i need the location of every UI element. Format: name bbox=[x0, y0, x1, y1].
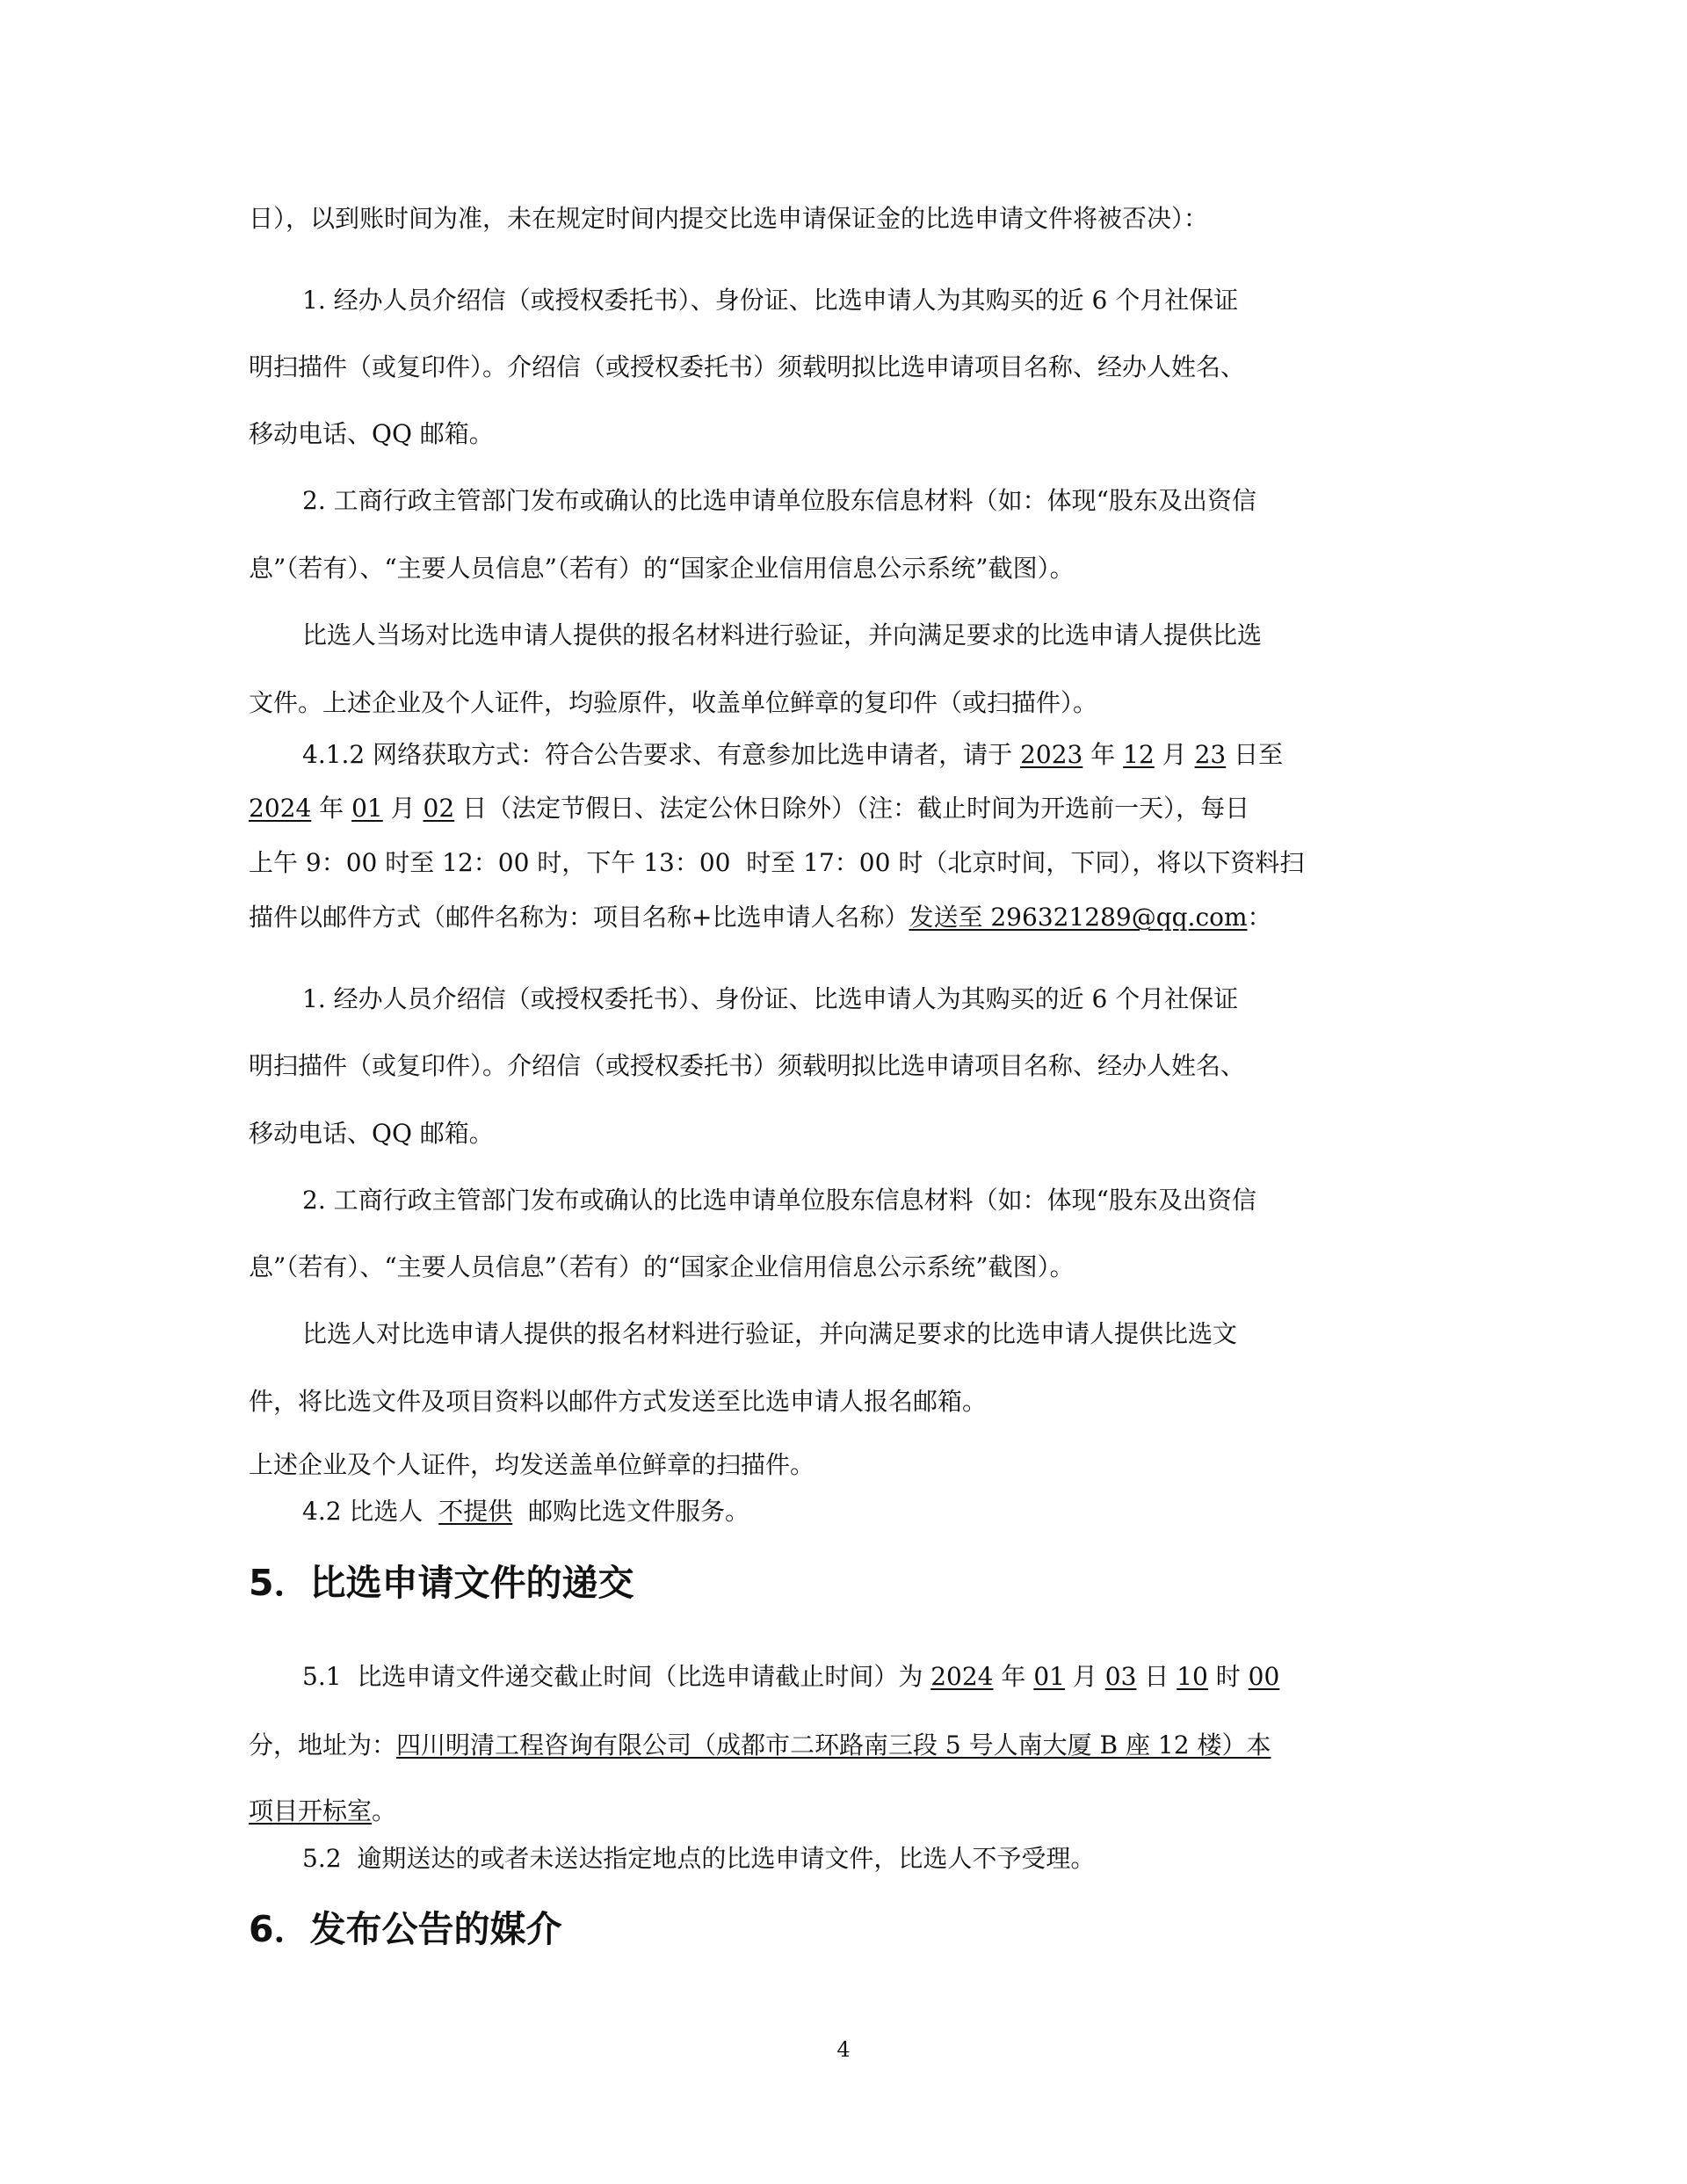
text-span: 日（法定节假日、法定公休日除外）（注：截止时间为开选前一天），每日 bbox=[454, 794, 1250, 823]
text-span: 时 bbox=[1207, 1662, 1249, 1691]
text-line: 文件。上述企业及个人证件，均验原件，收盖单位鲜章的复印件（或扫描件）。 bbox=[249, 688, 1098, 717]
text-span: 4.1.2 网络获取方式：符合公告要求、有意参加比选申请者，请于 bbox=[302, 740, 1021, 769]
address: 四川明清工程咨询有限公司（成都市二环路南三段 5 号人南大厦 B 座 12 楼）本 bbox=[396, 1731, 1271, 1760]
text-line: 上午 9：00 时至 12：00 时，下午 13：00 时至 17：00 时（北京时间，下同），将以下资料扫 bbox=[249, 848, 1305, 877]
deadline-day: 03 bbox=[1104, 1662, 1137, 1691]
text-line: 移动电话、QQ 邮箱。 bbox=[249, 1119, 494, 1148]
text-line bbox=[249, 900, 1272, 935]
text-line bbox=[249, 1794, 396, 1829]
text-span: 描件以邮件方式（邮件名称为：项目名称+比选申请人名称） bbox=[249, 903, 909, 932]
start-month: 12 bbox=[1123, 740, 1155, 769]
text-line: 移动电话、QQ 邮箱。 bbox=[249, 419, 494, 448]
text-line: 件，将比选文件及项目资料以邮件方式发送至比选申请人报名邮箱。 bbox=[249, 1387, 988, 1416]
text-line: 2. 工商行政主管部门发布或确认的比选申请单位股东信息材料（如：体现“股东及出资信 bbox=[302, 486, 1256, 515]
text-line: 5.2 逾期送达的或者未送达指定地点的比选申请文件，比选人不予受理。 bbox=[302, 1844, 1096, 1873]
email-link[interactable]: 发送至 296321289@qq.com bbox=[909, 903, 1248, 932]
text-span: 月 bbox=[1154, 740, 1195, 769]
text-line: 比选人当场对比选申请人提供的报名材料进行验证，并向满足要求的比选申请人提供比选 bbox=[302, 620, 1263, 649]
text-span: 月 bbox=[1064, 1662, 1105, 1691]
page-number: 4 bbox=[836, 2037, 851, 2062]
text-line bbox=[249, 791, 1249, 826]
text-span: 年 bbox=[1082, 740, 1124, 769]
text-line bbox=[302, 1659, 1279, 1694]
text-line: 上述企业及个人证件，均发送盖单位鲜章的扫描件。 bbox=[249, 1450, 815, 1479]
text-line: 1. 经办人员介绍信（或授权委托书）、身份证、比选申请人为其购买的近 6 个月社保证 bbox=[302, 984, 1239, 1013]
deadline-month: 01 bbox=[1033, 1662, 1065, 1691]
text-line: 息”（若有）、“主要人员信息”（若有）的“国家企业信用信息公示系统”截图）。 bbox=[249, 1252, 1075, 1281]
deadline-year: 2024 bbox=[930, 1662, 994, 1691]
section-heading-5: 5．比选申请文件的递交 bbox=[249, 1562, 634, 1604]
address-room: 项目开标室 bbox=[249, 1796, 373, 1825]
start-day: 23 bbox=[1194, 740, 1227, 769]
text-span: 。 bbox=[372, 1796, 397, 1825]
start-year: 2023 bbox=[1020, 740, 1083, 769]
end-year: 2024 bbox=[249, 794, 312, 823]
text-line: 明扫描件（或复印件）。介绍信（或授权委托书）须载明拟比选申请项目名称、经办人姓名、 bbox=[249, 1051, 1246, 1080]
underlined-term: 不提供 bbox=[438, 1497, 513, 1526]
text-line bbox=[302, 737, 1283, 773]
text-span: 5.1 比选申请文件递交截止时间（比选申请截止时间）为 bbox=[302, 1662, 931, 1691]
section-heading-6: 6．发布公告的媒介 bbox=[249, 1908, 562, 1950]
text-span: 分，地址为： bbox=[249, 1731, 397, 1760]
end-month: 01 bbox=[351, 794, 383, 823]
text-line: 明扫描件（或复印件）。介绍信（或授权委托书）须载明拟比选申请项目名称、经办人姓名、 bbox=[249, 352, 1246, 381]
text-span: ： bbox=[1247, 903, 1272, 932]
deadline-hour: 10 bbox=[1177, 1662, 1208, 1691]
text-span: 邮购比选文件服务。 bbox=[512, 1497, 750, 1526]
text-line bbox=[249, 1728, 1271, 1763]
text-span: 4.2 比选人 bbox=[302, 1497, 439, 1526]
text-line: 1. 经办人员介绍信（或授权委托书）、身份证、比选申请人为其购买的近 6 个月社保证 bbox=[302, 286, 1239, 315]
text-line bbox=[302, 1494, 749, 1529]
deadline-minute: 00 bbox=[1248, 1662, 1280, 1691]
text-line: 息”（若有）、“主要人员信息”（若有）的“国家企业信用信息公示系统”截图）。 bbox=[249, 554, 1075, 583]
text-span: 月 bbox=[382, 794, 424, 823]
text-line: 2. 工商行政主管部门发布或确认的比选申请单位股东信息材料（如：体现“股东及出资信 bbox=[302, 1186, 1256, 1215]
text-span: 年 bbox=[993, 1662, 1034, 1691]
end-day: 02 bbox=[423, 794, 455, 823]
text-span: 日至 bbox=[1226, 740, 1284, 769]
text-span: 年 bbox=[311, 794, 352, 823]
text-span: 日 bbox=[1136, 1662, 1177, 1691]
text-line: 日），以到账时间为准，未在规定时间内提交比选申请保证金的比选申请文件将被否决）： bbox=[249, 204, 1209, 233]
text-line: 比选人对比选申请人提供的报名材料进行验证，并向满足要求的比选申请人提供比选文 bbox=[302, 1319, 1238, 1348]
